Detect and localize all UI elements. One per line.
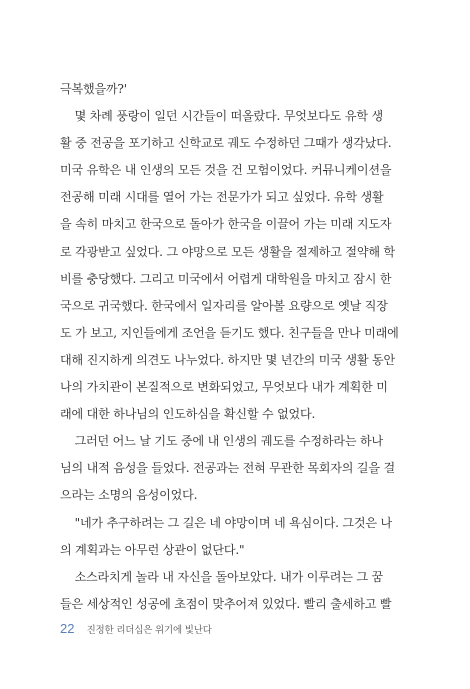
text-line: 들은 세상적인 성공에 초점이 맞추어져 있었다. 빨리 출세하고 빨 (60, 596, 392, 611)
text-line: 전공해 미래 시대를 열어 가는 전문가가 되고 싶었다. 유학 생활 (60, 190, 384, 205)
text-line: 활 중 전공을 포기하고 신학교로 궤도 수정하던 그때가 생각났다. (60, 136, 392, 151)
text-line: 도 가 보고, 지인들에게 조언을 듣기도 했다. 친구들을 만나 미래에 (60, 325, 399, 340)
text-line: 님의 내적 음성을 들었다. 전공과는 전혀 무관한 목회자의 길을 걸 (60, 461, 395, 476)
text-line: 비를 충당했다. 그리고 미국에서 어렵게 대학원을 마치고 잠시 한 (60, 271, 392, 286)
text-line: 나의 가치관이 본질적으로 변화되었고, 무엇보다 내가 계획한 미 (60, 380, 388, 395)
text-line: 의 계획과는 아무런 상관이 없단다." (60, 542, 245, 557)
text-line: "네가 추구하려는 그 길은 네 야망이며 네 욕심이다. 그것은 나 (60, 515, 392, 530)
body-text (60, 76, 415, 618)
text-line: 으라는 소명의 음성이었다. (60, 488, 198, 503)
text-line: 국으로 귀국했다. 한국에서 일자리를 알아볼 요량으로 옛날 직장 (60, 298, 388, 313)
page-number: 22 (60, 621, 75, 636)
text-line: 을 속히 마치고 한국으로 돌아가 한국을 이끌어 가는 미래 지도자 (60, 217, 392, 232)
page-footer (60, 620, 212, 636)
text-line: 소스라치게 놀라 내 자신을 돌아보았다. 내가 이루려는 그 꿈 (60, 569, 383, 584)
text-line: 미국 유학은 내 인생의 모든 것을 건 모험이었다. 커뮤니케이션을 (60, 163, 392, 178)
text-line: 래에 대한 하나님의 인도하심을 확신할 수 없었다. (60, 407, 316, 422)
running-title: 진정한 리더십은 위기에 빛난다 (86, 625, 212, 636)
text-line: 그러던 어느 날 기도 중에 내 인생의 궤도를 수정하라는 하나 (60, 434, 383, 449)
text-line: 몇 차례 풍랑이 일던 시간들이 떠올랐다. 무엇보다도 유학 생 (60, 109, 383, 124)
text-line: 로 각광받고 싶었다. 그 야망으로 모든 생활을 절제하고 절약해 학 (60, 244, 395, 259)
text-line: 극복했을까?' (60, 82, 127, 96)
text-line: 대해 진지하게 의견도 나누었다. 하지만 몇 년간의 미국 생활 동안 (60, 352, 395, 367)
